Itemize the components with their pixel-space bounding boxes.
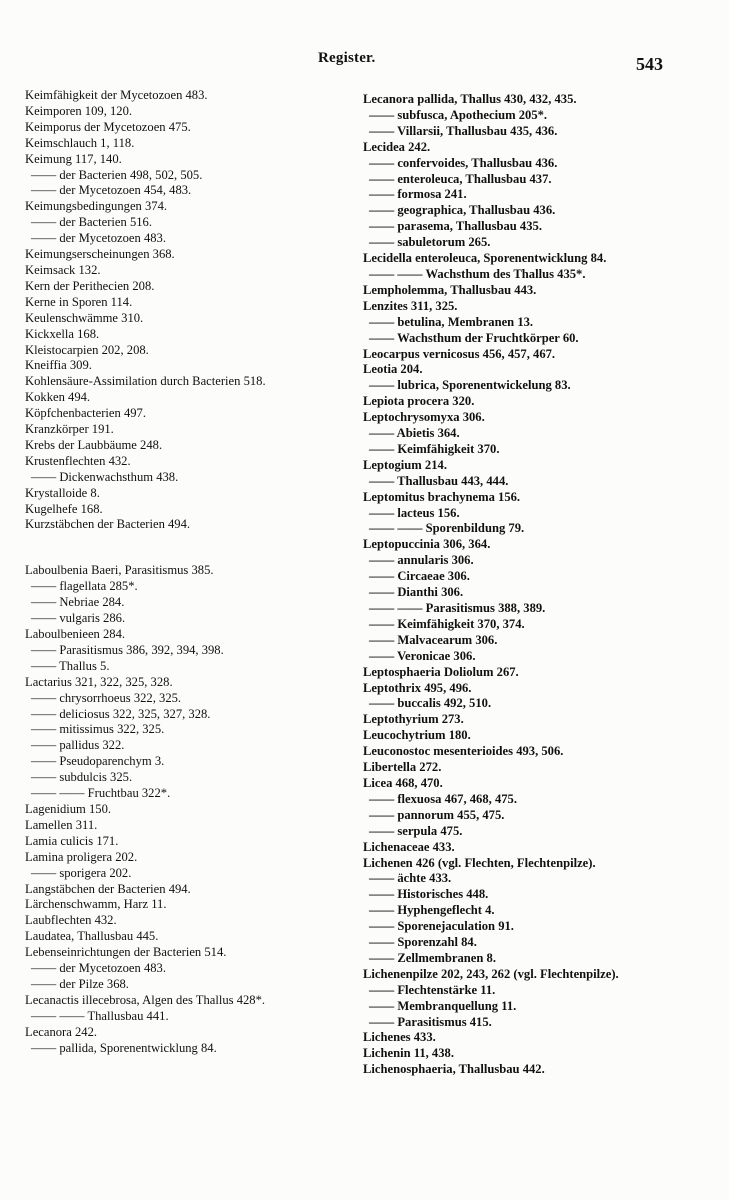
index-entry: —— —— Sporenbildung 79. — [369, 521, 525, 536]
index-entry: Kugelhefe 168. — [25, 501, 103, 516]
index-entry: —— Veronicae 306. — [369, 648, 476, 663]
index-entry: —— der Pilze 368. — [31, 976, 129, 991]
page-header-title: Register. — [318, 50, 376, 66]
index-entry: Keimsack 132. — [25, 262, 101, 277]
index-entry: Kleistocarpien 202, 208. — [25, 342, 149, 357]
index-entry: —— deliciosus 322, 325, 327, 328. — [31, 706, 211, 721]
index-entry: Keimfähigkeit der Mycetozoen 483. — [25, 88, 208, 102]
index-entry: —— —— Fruchtbau 322*. — [31, 786, 171, 801]
index-entry: Langstäbchen der Bacterien 494. — [25, 881, 191, 896]
index-entry: —— sabuletorum 265. — [369, 235, 491, 250]
index-entry: Leucochytrium 180. — [363, 728, 471, 743]
index-entry: —— chrysorrhoeus 322, 325. — [31, 690, 182, 705]
page-number: 543 — [636, 54, 663, 74]
index-column-right — [363, 92, 675, 1078]
index-entry: —— annularis 306. — [369, 553, 474, 568]
index-entry: Leptosphaeria Doliolum 267. — [363, 664, 519, 679]
index-entry: Kokken 494. — [25, 390, 91, 405]
index-entry: —— Dianthi 306. — [369, 585, 464, 600]
index-entry: —— buccalis 492, 510. — [369, 696, 492, 711]
index-entry: Keimporus der Mycetozoen 475. — [25, 119, 191, 134]
index-entry: —— lacteus 156. — [369, 505, 460, 520]
index-entry: —— Wachsthum der Fruchtkörper 60. — [369, 330, 579, 345]
index-entry: Laubflechten 432. — [25, 913, 117, 928]
index-entry: —— formosa 241. — [369, 187, 467, 202]
index-entry: —— subdulcis 325. — [31, 770, 133, 785]
index-entry: —— flexuosa 467, 468, 475. — [369, 791, 517, 806]
index-entry: Lärchenschwamm, Harz 11. — [25, 897, 167, 912]
index-entry: —— Parasitismus 386, 392, 394, 398. — [31, 642, 224, 657]
index-entry: —— vulgaris 286. — [31, 611, 126, 626]
index-entry: Kneiffia 309. — [25, 358, 92, 373]
index-entry: —— mitissimus 322, 325. — [31, 722, 165, 737]
index-entry: —— lubrica, Sporenentwickelung 83. — [369, 378, 571, 393]
index-entry: —— sporigera 202. — [31, 865, 132, 880]
index-entry: —— Keimfähigkeit 370, 374. — [369, 616, 525, 631]
index-entry: —— —— Wachsthum des Thallus 435*. — [369, 266, 586, 281]
index-entry: Lactarius 321, 322, 325, 328. — [25, 674, 173, 689]
index-entry: —— ächte 433. — [369, 871, 452, 886]
index-entry: —— Thallus 5. — [31, 658, 110, 673]
index-entry: —— der Mycetozoen 454, 483. — [31, 183, 192, 198]
index-entry: —— Parasitismus 415. — [369, 1014, 492, 1029]
index-entry: —— Villarsii, Thallusbau 435, 436. — [369, 123, 558, 138]
index-entry: Licea 468, 470. — [363, 775, 443, 790]
index-entry: Lichenen 426 (vgl. Flechten, Flechtenpilze). — [363, 855, 596, 870]
index-entry: Kranzkörper 191. — [25, 422, 114, 437]
index-entry: —— geographica, Thallusbau 436. — [369, 203, 556, 218]
index-entry: —— Historisches 448. — [369, 887, 489, 902]
index-entry: —— enteroleuca, Thallusbau 437. — [369, 171, 552, 186]
index-entry: Keimungsbedingungen 374. — [25, 199, 168, 214]
index-entry: Kurzstäbchen der Bacterien 494. — [25, 517, 191, 532]
index-entry: —— der Mycetozoen 483. — [31, 961, 166, 976]
index-entry: —— der Mycetozoen 483. — [31, 231, 166, 246]
index-entry: Keimung 117, 140. — [25, 151, 122, 166]
index-entry: Leptogium 214. — [363, 457, 447, 472]
index-entry: Lichenosphaeria, Thallusbau 442. — [363, 1062, 545, 1077]
index-entry: Köpfchenbacterien 497. — [25, 406, 146, 421]
index-entry: Lichenin 11, 438. — [363, 1046, 454, 1061]
index-entry: Keulenschwämme 310. — [25, 310, 144, 325]
index-entry: Leptothyrium 273. — [363, 712, 464, 727]
index-entry: —— Zellmembranen 8. — [369, 950, 496, 965]
index-entry: Lecidea 242. — [363, 139, 431, 154]
index-entry: Leptomitus brachynema 156. — [363, 489, 521, 504]
index-entry: —— Sporenejaculation 91. — [369, 919, 514, 934]
index-entry: —— Dickenwachsthum 438. — [31, 469, 179, 484]
index-entry: —— Membranquellung 11. — [369, 998, 517, 1013]
index-entry: —— confervoides, Thallusbau 436. — [369, 155, 558, 170]
index-entry: —— parasema, Thallusbau 435. — [369, 219, 542, 234]
index-entry: Keimporen 109, 120. — [25, 103, 133, 118]
index-entry: —— Malvacearum 306. — [369, 632, 498, 647]
index-entry: Lamina proligera 202. — [25, 849, 138, 864]
index-entry: Kickxella 168. — [25, 326, 100, 341]
index-entry: —— Sporenzahl 84. — [369, 935, 477, 950]
index-entry: Leotia 204. — [363, 362, 423, 377]
index-entry: —— Keimfähigkeit 370. — [369, 441, 500, 456]
index-entry: Laboulbenia Baeri, Parasitismus 385. — [25, 563, 214, 578]
index-entry: Leptochrysomyxa 306. — [363, 410, 485, 425]
index-entry: Laboulbenieen 284. — [25, 627, 126, 641]
index-entry: —— der Bacterien 516. — [31, 215, 152, 230]
index-entry: —— Abietis 364. — [369, 426, 460, 441]
index-entry: —— betulina, Membranen 13. — [369, 314, 534, 329]
index-entry: Leptopuccinia 306, 364. — [363, 537, 491, 552]
index-entry: Krystalloide 8. — [25, 485, 100, 500]
index-entry: —— Hyphengeflecht 4. — [369, 903, 495, 918]
index-entry: —— Flechtenstärke 11. — [369, 982, 496, 997]
index-entry: Kohlensäure-Assimilation durch Bacterien 518. — [25, 374, 266, 389]
index-entry: Lebenseinrichtungen der Bacterien 514. — [25, 945, 227, 960]
index-entry: Lamia culicis 171. — [25, 833, 119, 848]
section-gap — [25, 533, 347, 563]
index-entry: Keimungserscheinungen 368. — [25, 247, 175, 262]
index-entry: Kerne in Sporen 114. — [25, 294, 133, 309]
index-entry: —— flagellata 285*. — [31, 579, 138, 594]
index-entry: Lenzites 311, 325. — [363, 298, 458, 313]
index-entry: —— pallida, Sporenentwicklung 84. — [31, 1040, 217, 1055]
index-entry: Libertella 272. — [363, 760, 442, 775]
index-entry: Keimschlauch 1, 118. — [25, 135, 135, 150]
index-entry: Leptothrix 495, 496. — [363, 680, 472, 695]
index-entry: Lecanora pallida, Thallus 430, 432, 435. — [363, 92, 577, 106]
index-entry: —— der Bacterien 498, 502, 505. — [31, 167, 203, 182]
index-entry: Krustenflechten 432. — [25, 453, 131, 468]
index-entry: Lagenidium 150. — [25, 801, 112, 816]
index-entry: Laudatea, Thallusbau 445. — [25, 929, 159, 944]
index-entry: Kern der Perithecien 208. — [25, 278, 155, 293]
index-entry: —— Circaeae 306. — [369, 569, 470, 584]
index-entry: —— pallidus 322. — [31, 738, 125, 753]
index-entry: —— Pseudoparenchym 3. — [31, 754, 165, 769]
index-entry: Lecanactis illecebrosa, Algen des Thallus 428*. — [25, 992, 266, 1007]
index-entry: Lichenenpilze 202, 243, 262 (vgl. Flechtenpilze). — [363, 966, 619, 981]
index-entry: Krebs der Laubbäume 248. — [25, 437, 163, 452]
index-entry: —— serpula 475. — [369, 823, 463, 838]
index-entry: Lepiota procera 320. — [363, 394, 475, 409]
index-entry: —— —— Thallusbau 441. — [31, 1008, 169, 1023]
index-entry: —— subfusca, Apothecium 205*. — [369, 107, 548, 122]
index-entry: Leuconostoc mesenterioides 493, 506. — [363, 744, 564, 759]
index-entry: Lamellen 311. — [25, 817, 98, 832]
index-column-left — [25, 88, 347, 1056]
index-entry: Lichenes 433. — [363, 1030, 436, 1045]
index-entry: Lichenaceae 433. — [363, 839, 455, 854]
index-entry: Lecanora 242. — [25, 1024, 98, 1039]
index-entry: —— Thallusbau 443, 444. — [369, 473, 509, 488]
index-entry: Lecidella enteroleuca, Sporenentwicklung 84. — [363, 251, 607, 266]
index-entry: Leocarpus vernicosus 456, 457, 467. — [363, 346, 556, 361]
index-entry: —— Nebriae 284. — [31, 595, 125, 610]
index-entry: Lempholemma, Thallusbau 443. — [363, 282, 537, 297]
index-entry: —— pannorum 455, 475. — [369, 807, 505, 822]
index-entry: —— —— Parasitismus 388, 389. — [369, 601, 546, 615]
